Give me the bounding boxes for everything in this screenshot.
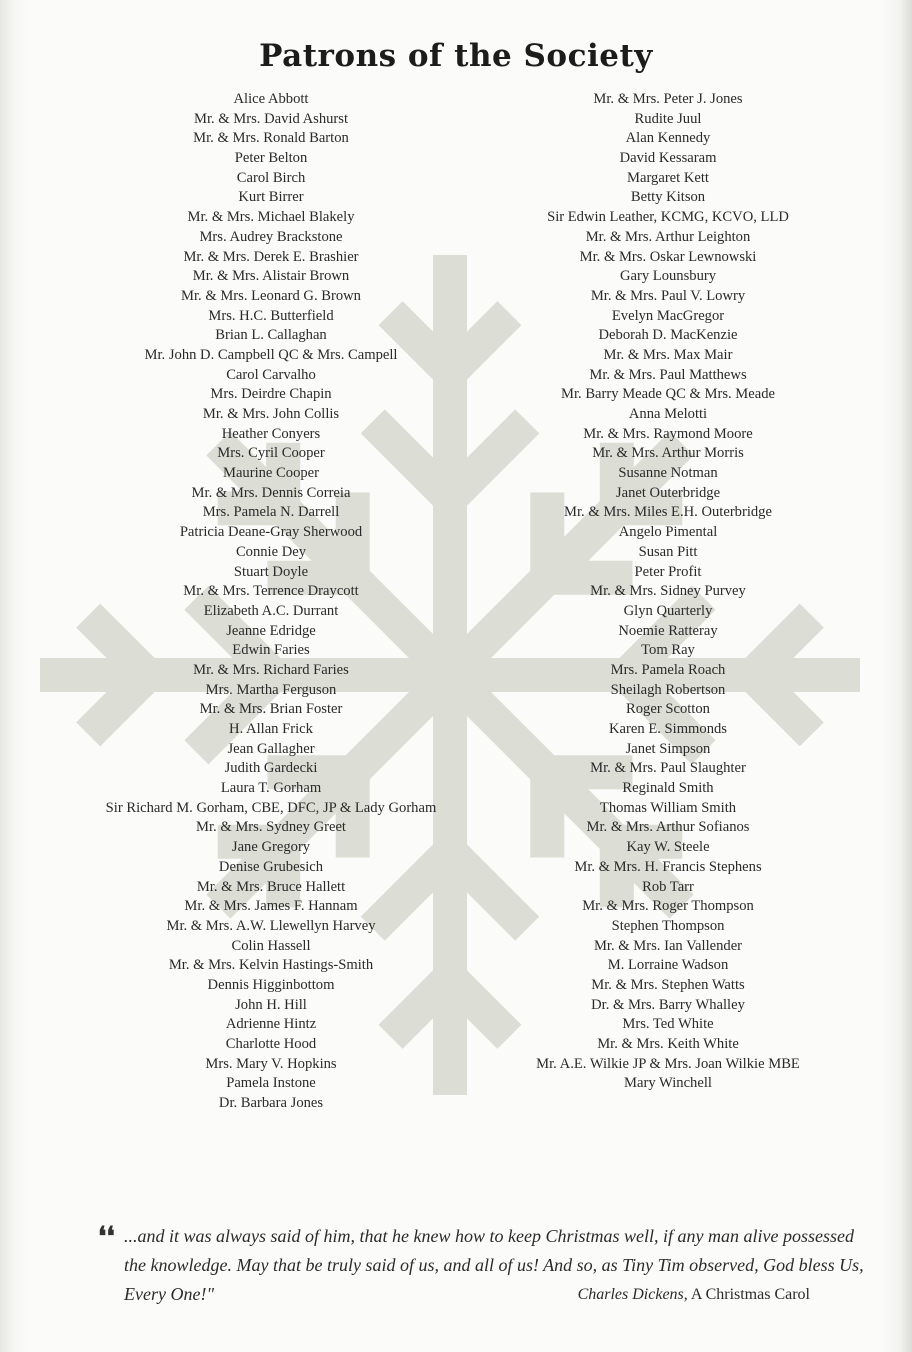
patron-name: Mrs. Mary V. Hopkins xyxy=(205,1055,337,1072)
patron-name: Margaret Kett xyxy=(627,169,709,186)
patron-name: Mr. & Mrs. Roger Thompson xyxy=(582,898,754,915)
patron-name: Pamela Instone xyxy=(226,1075,316,1092)
patron-name: Carol Carvalho xyxy=(226,366,316,383)
patron-name: Mr. & Mrs. Paul V. Lowry xyxy=(590,287,746,304)
patron-name: Mr. & Mrs. Arthur Morris xyxy=(592,445,744,462)
patron-name: Mr. & Mrs. Bruce Hallett xyxy=(196,878,346,895)
patron-name: Mr. & Mrs. Arthur Sofianos xyxy=(586,819,750,836)
patron-name: Mr. & Mrs. Paul Slaughter xyxy=(590,760,746,777)
patron-name: Dennis Higginbottom xyxy=(207,976,335,993)
patron-name: Susanne Notman xyxy=(618,465,718,482)
patron-name: Mr. & Mrs. Peter J. Jones xyxy=(593,91,743,107)
patron-name: Noemie Ratteray xyxy=(618,622,718,639)
patron-name: Mr. & Mrs. Miles E.H. Outerbridge xyxy=(564,504,772,521)
patron-name: Mary Winchell xyxy=(624,1075,712,1092)
patron-name: Mrs. Deirdre Chapin xyxy=(210,386,332,403)
patron-name: Mrs. Martha Ferguson xyxy=(205,681,337,698)
patron-name: Laura T. Gorham xyxy=(220,780,322,797)
patron-name: Glyn Quarterly xyxy=(623,602,713,619)
patron-name: Mr. & Mrs. Derek E. Brashier xyxy=(183,248,359,265)
patron-name: H. Allan Frick xyxy=(229,721,313,737)
patron-name: Stuart Doyle xyxy=(233,563,309,580)
patron-name: Denise Grubesich xyxy=(218,858,324,875)
patron-name: Mr. & Mrs. Arthur Leighton xyxy=(585,228,751,245)
patron-name: Susan Pitt xyxy=(638,543,698,560)
patron-name: Jane Gregory xyxy=(231,839,311,856)
patron-name: Mrs. Audrey Brackstone xyxy=(199,228,343,245)
patron-name: Mr. & Mrs. Sidney Purvey xyxy=(590,583,746,600)
patron-name: Betty Kitson xyxy=(630,189,706,206)
patron-name: Patricia Deane-Gray Sherwood xyxy=(179,524,363,541)
patron-name: Mrs. H.C. Butterfield xyxy=(208,307,334,324)
patron-name: Mr. & Mrs. David Ashurst xyxy=(193,110,349,127)
patron-name: Gary Lounsbury xyxy=(619,268,717,285)
patron-name: Janet Outerbridge xyxy=(615,484,721,501)
patron-name: M. Lorraine Wadson xyxy=(607,957,729,974)
patron-name: Mr. & Mrs. Paul Matthews xyxy=(589,366,747,383)
patron-name: Mrs. Ted White xyxy=(622,1016,714,1033)
patron-name: Roger Scotton xyxy=(626,701,710,718)
patron-name: Mr. & Mrs. Alistair Brown xyxy=(192,268,350,285)
patron-name: Jean Gallagher xyxy=(227,740,315,757)
patron-name: Rudite Juul xyxy=(634,110,702,127)
patron-name: Brian L. Callaghan xyxy=(215,327,327,344)
patron-name: Dr. Barbara Jones xyxy=(218,1095,324,1112)
patron-name: Karen E. Simmonds xyxy=(609,721,727,737)
patron-name: Heather Conyers xyxy=(221,425,321,442)
patron-name: Mrs. Pamela N. Darrell xyxy=(202,504,340,521)
patron-name: Sheilagh Robertson xyxy=(610,681,726,698)
patron-name: Anna Melotti xyxy=(628,406,708,422)
patron-name: Tom Ray xyxy=(641,642,695,659)
patron-name: Janet Simpson xyxy=(625,740,711,757)
patron-name: Edwin Faries xyxy=(232,642,310,659)
patron-name: Mr. & Mrs. Michael Blakely xyxy=(187,209,355,226)
patron-name: Mr. & Mrs. Leonard G. Brown xyxy=(181,287,361,304)
patron-name: Mr. & Mrs. Stephen Watts xyxy=(591,976,745,993)
patron-name: David Kessaram xyxy=(619,150,717,167)
patron-name: Mr. Barry Meade QC & Mrs. Meade xyxy=(561,386,775,403)
patron-name: Sir Edwin Leather, KCMG, KCVO, LLD xyxy=(547,209,789,226)
patron-name: Mr. & Mrs. Richard Faries xyxy=(193,661,349,678)
quote-author: Charles Dickens, xyxy=(577,1286,688,1303)
quote-mark-icon: ❛❛ xyxy=(98,1222,115,1251)
patron-name: Mr. & Mrs. Brian Foster xyxy=(199,701,343,718)
patron-name: Mr. & Mrs. Terrence Draycott xyxy=(183,583,359,600)
patron-name: Angelo Pimental xyxy=(618,524,718,541)
patron-name: Mrs. Cyril Cooper xyxy=(217,445,325,462)
patron-name: Mr. & Mrs. H. Francis Stephens xyxy=(574,858,762,875)
patron-name: Charlotte Hood xyxy=(225,1036,317,1052)
patron-name: Dr. & Mrs. Barry Whalley xyxy=(591,996,745,1013)
patron-name: Elizabeth A.C. Durrant xyxy=(203,602,339,619)
patron-name: Mr. & Mrs. Kelvin Hastings-Smith xyxy=(168,957,374,974)
patron-name: Evelyn MacGregor xyxy=(611,307,725,324)
patron-name: Deborah D. MacKenzie xyxy=(598,327,738,344)
patron-name: Mr. & Mrs. Raymond Moore xyxy=(583,425,753,442)
patron-name: Thomas William Smith xyxy=(599,799,737,816)
patron-name: Mr. & Mrs. Ian Vallender xyxy=(593,937,743,954)
patron-name: Peter Belton xyxy=(234,150,308,167)
patron-name: Colin Hassell xyxy=(231,937,311,954)
patron-name: Mr. & Mrs. A.W. Llewellyn Harvey xyxy=(166,917,376,934)
patron-list-left xyxy=(40,90,502,1114)
patron-name: Stephen Thompson xyxy=(611,917,725,934)
patron-name: Mr. & Mrs. Max Mair xyxy=(603,346,733,363)
patron-name: Mr. & Mrs. Keith White xyxy=(597,1036,739,1052)
patron-name: Mr. & Mrs. Dennis Correia xyxy=(191,484,351,501)
patron-name: Mr. & Mrs. James F. Hannam xyxy=(184,898,358,915)
patron-name: Kurt Birrer xyxy=(238,189,304,206)
patron-name: Jeanne Edridge xyxy=(226,622,316,639)
patron-name: Judith Gardecki xyxy=(224,760,318,777)
page-title: Patrons of the Society xyxy=(259,38,653,74)
patron-name: Rob Tarr xyxy=(642,878,694,895)
quote-work: A Christmas Carol xyxy=(690,1286,810,1303)
patron-name: Alice Abbott xyxy=(233,91,309,107)
patron-name: Adrienne Hintz xyxy=(225,1016,317,1033)
patron-name: Reginald Smith xyxy=(622,780,714,797)
patron-name: Peter Profit xyxy=(634,563,702,580)
patron-name: Mr. John D. Campbell QC & Mrs. Campell xyxy=(144,346,398,363)
patron-name: Alan Kennedy xyxy=(625,130,711,147)
closing-quote: ...and it was always said of him, that he knew how to keep Christmas well, if any man alive possessed the knowledge. May that be truly said of us, and all of us! And so, as Tiny Tim observed, God bless Us, Every One!" xyxy=(124,1226,864,1304)
patron-list-right xyxy=(440,90,896,1094)
patron-name: Kay W. Steele xyxy=(626,839,710,856)
patron-name: Mr. & Mrs. John Collis xyxy=(202,406,340,422)
patron-name: John H. Hill xyxy=(235,996,307,1013)
quote-attribution xyxy=(578,1280,810,1309)
patron-name: Mr. & Mrs. Ronald Barton xyxy=(193,130,349,147)
patron-name: Mr. A.E. Wilkie JP & Mrs. Joan Wilkie MBE xyxy=(536,1055,800,1072)
patron-name: Mrs. Pamela Roach xyxy=(610,661,726,678)
patron-name: Maurine Cooper xyxy=(222,465,320,482)
patron-name: Connie Dey xyxy=(235,543,307,560)
patron-name: Sir Richard M. Gorham, CBE, DFC, JP & Lady Gorham xyxy=(105,799,437,816)
patron-name: Carol Birch xyxy=(236,169,306,186)
patron-name: Mr. & Mrs. Sydney Greet xyxy=(196,819,346,836)
patron-name: Mr. & Mrs. Oskar Lewnowski xyxy=(579,248,757,265)
